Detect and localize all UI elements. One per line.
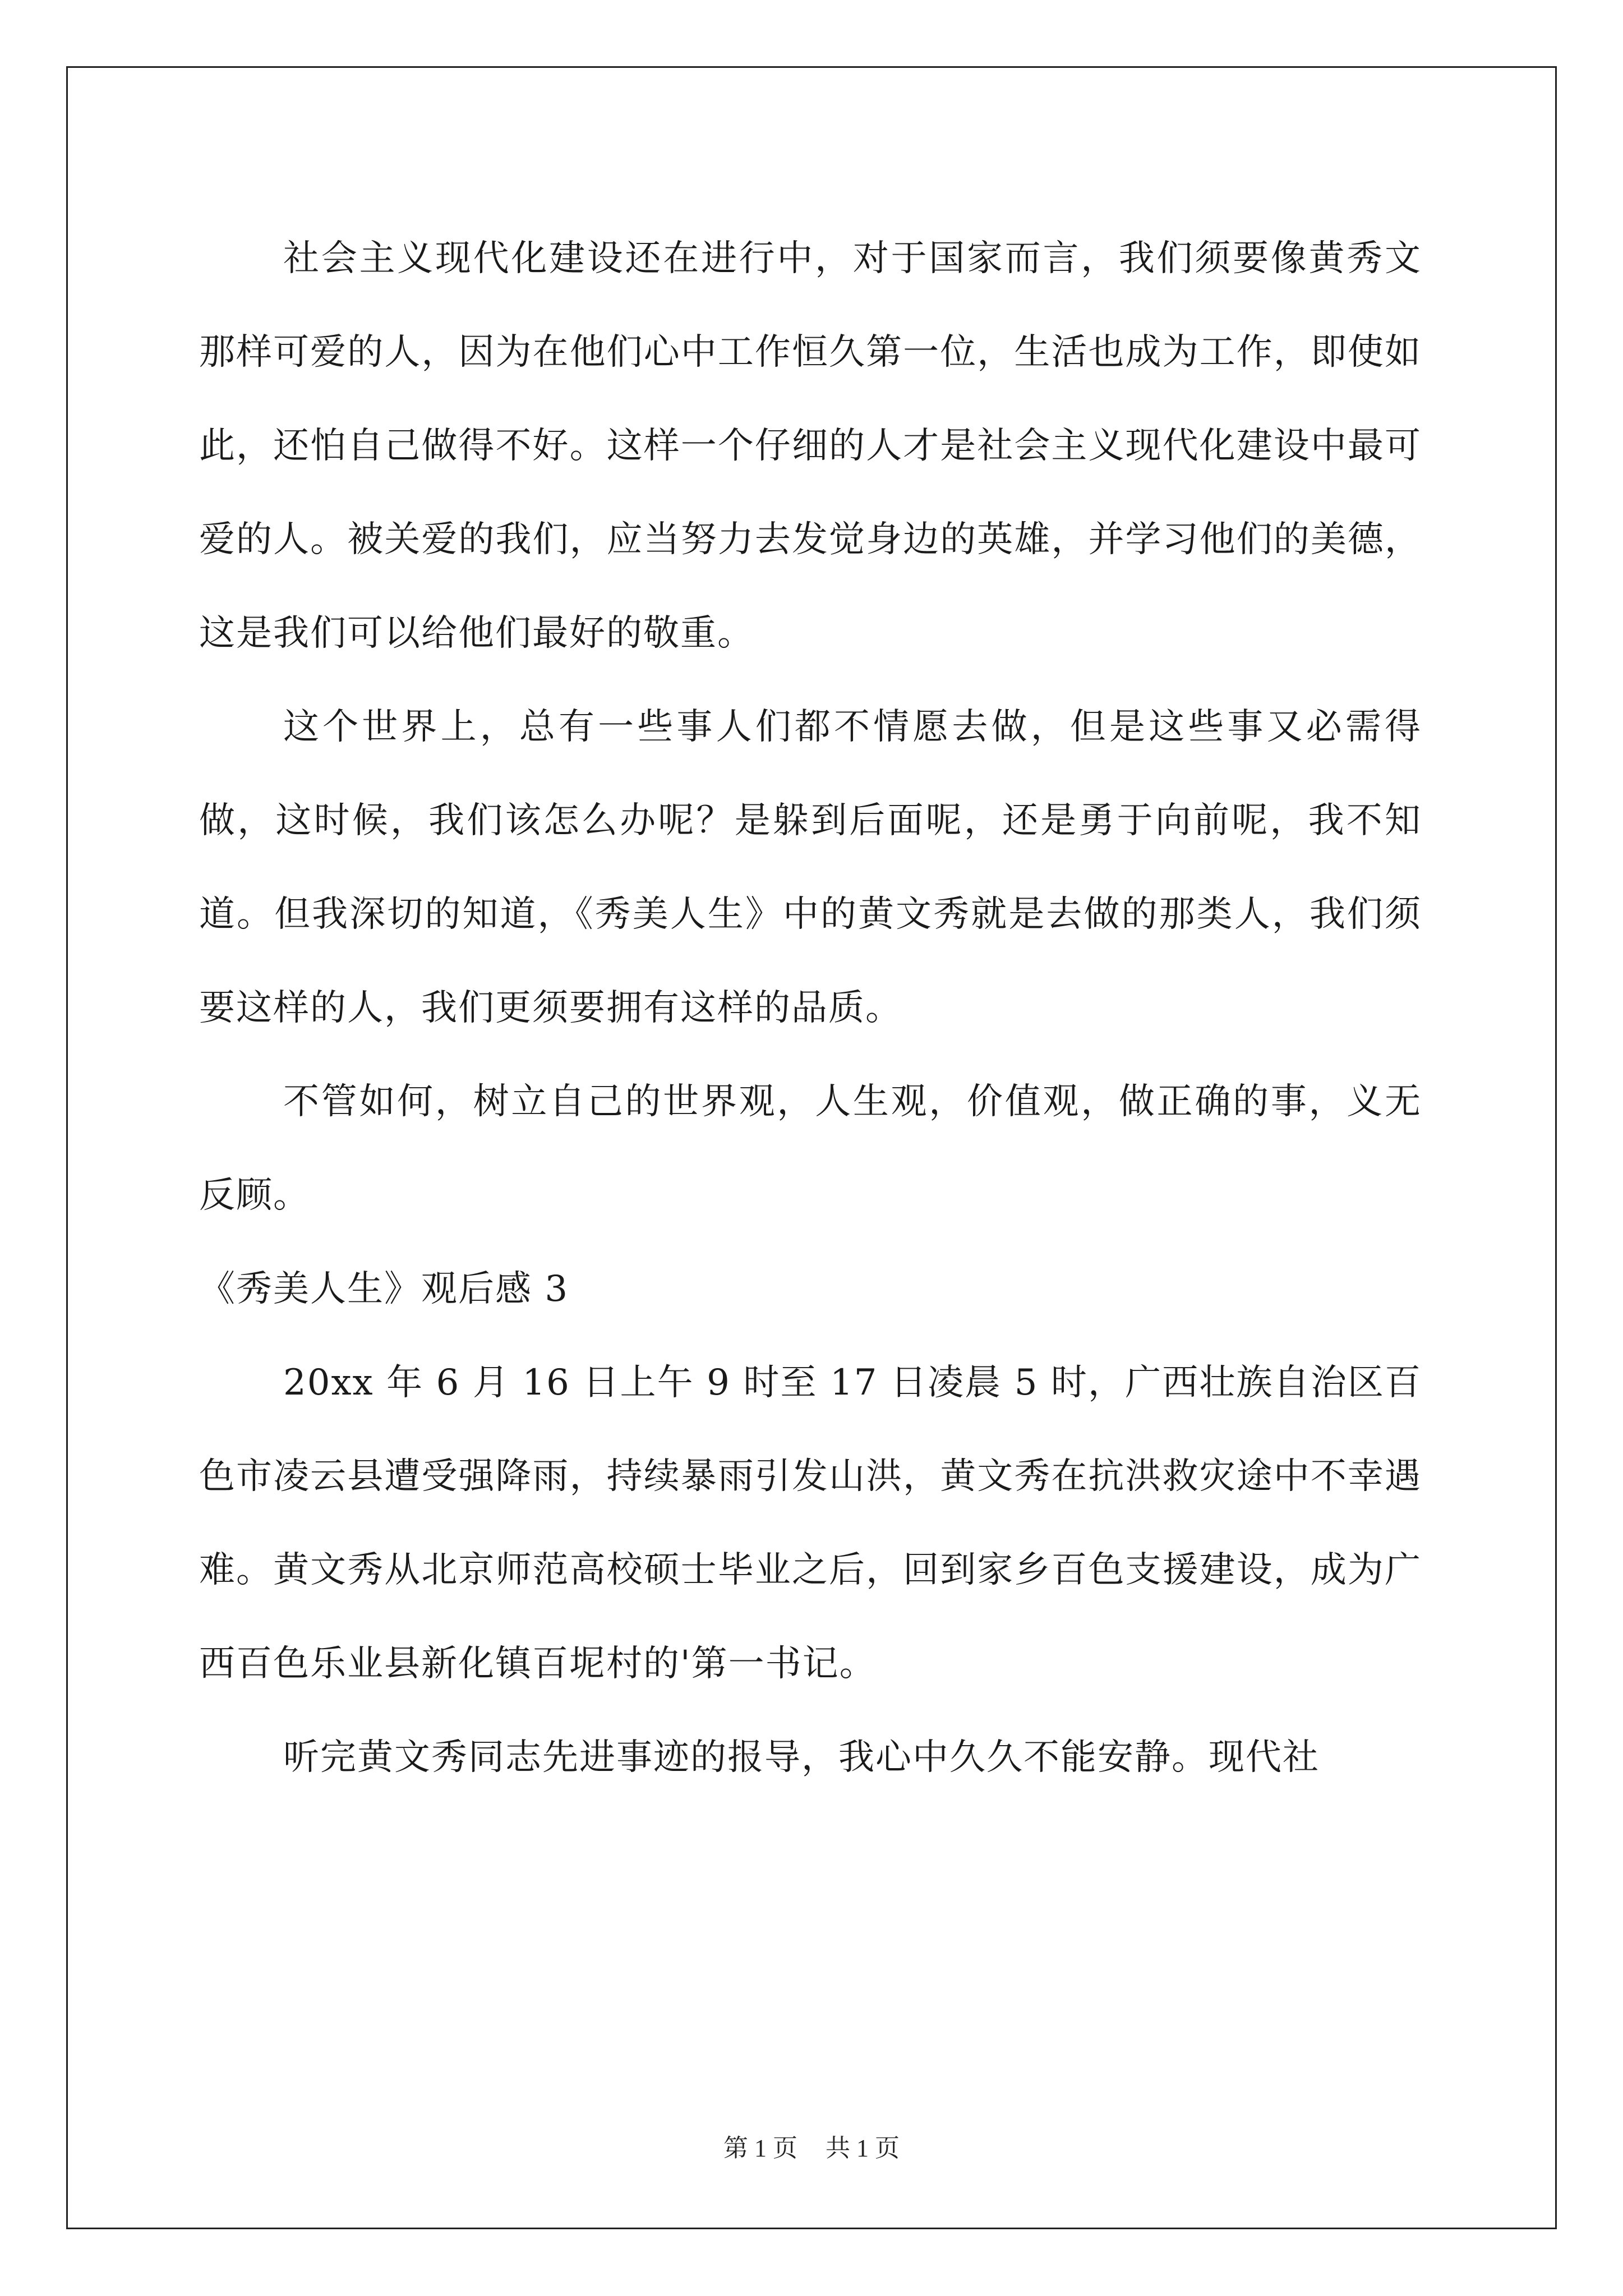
paragraph: 社会主义现代化建设还在进行中，对于国家而言，我们须要像黄秀文那样可爱的人，因为在他们心中工作恒久第一位，生活也成为工作，即使如此，还怕自己做得不好。这样一个仔细的人才是社会主义现代化建设中最可爱的人。被关爱的我们，应当努力去发觉身边的英雄，并学习他们的美德，这是我们可以给他们最好的敬重。: [199, 238, 1422, 654]
paragraph: 这个世界上，总有一些事人们都不情愿去做，但是这些事又必需得做，这时候，我们该怎么办呢？是躲到后面呢，还是勇于向前呢，我不知道。但我深切的知道，《秀美人生》中的黄文秀就是去做的那类人，我们须要这样的人，我们更须要拥有这样的品质。: [199, 706, 1422, 1029]
document-body: [199, 212, 1422, 1805]
paragraph: 听完黄文秀同志先进事迹的报导，我心中久久不能安静。现代社: [283, 1737, 1320, 1778]
section-heading: 《秀美人生》观后感 3: [199, 1268, 569, 1310]
page-total: 共 1 页: [826, 2134, 900, 2162]
page-number: 第 1 页: [723, 2134, 797, 2162]
paragraph: 不管如何，树立自己的世界观，人生观，价值观，做正确的事，义无反顾。: [199, 1081, 1422, 1216]
paragraph: 20xx 年 6 月 16 日上午 9 时至 17 日凌晨 5 时，广西壮族自治区百色市凌云县遭受强降雨，持续暴雨引发山洪，黄文秀在抗洪救灾途中不幸遇难。黄文秀从北京师范高校硕士毕业之后，回到家乡百色支援建设，成为广西百色乐业县新化镇百坭村的'第一书记。: [199, 1362, 1422, 1685]
page-footer: [0, 2132, 1623, 2165]
